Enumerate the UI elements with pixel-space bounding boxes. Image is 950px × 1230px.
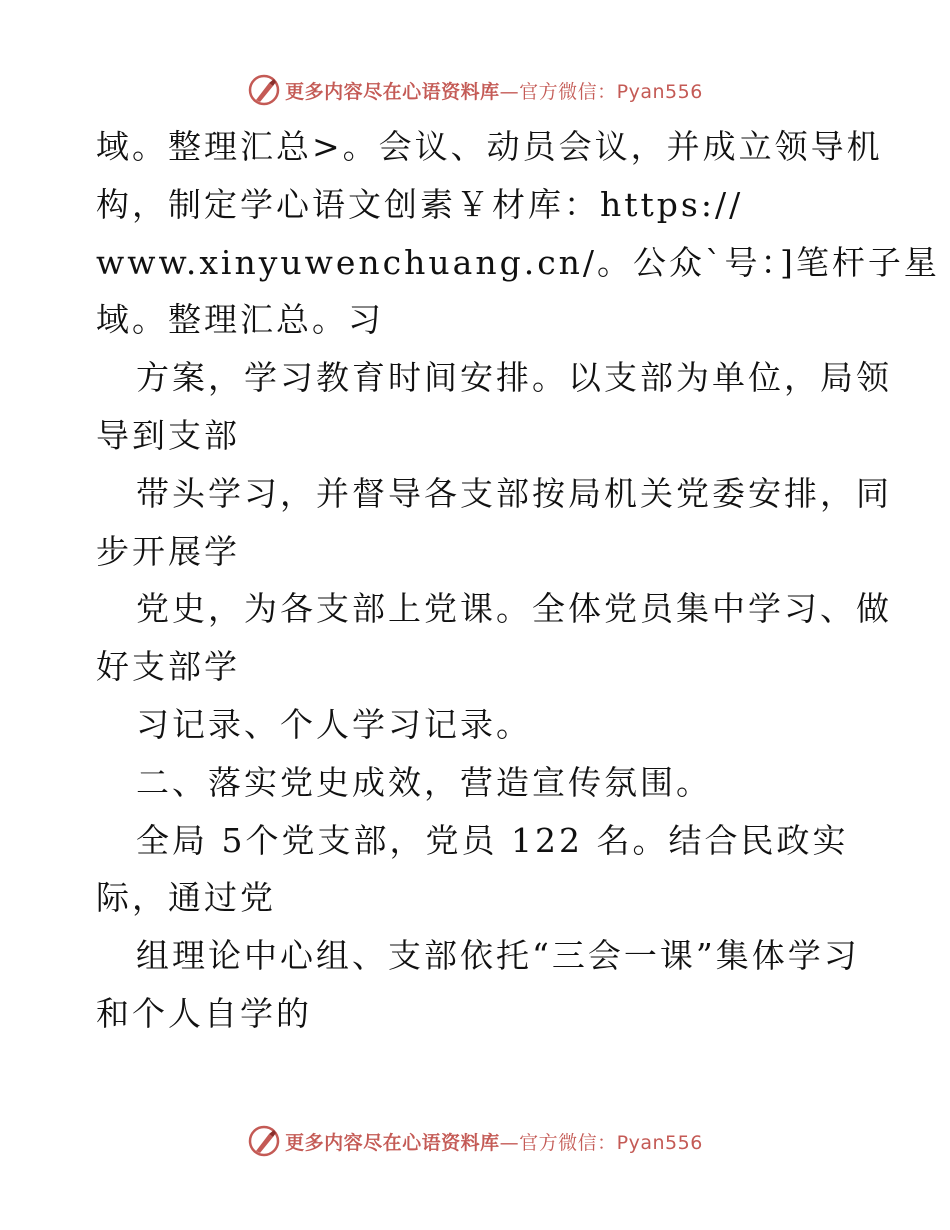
- banner-text: [285, 77, 703, 104]
- text-line: 际，通过党: [96, 878, 276, 918]
- text-line: 步开展学: [96, 531, 240, 571]
- document-body: [96, 118, 940, 1043]
- text-line: 域。整理汇总>。会议、动员会议，并成立领导机: [96, 127, 883, 166]
- text-line: 全局 5个党支部，党员 122 名。结合民政实: [136, 820, 849, 860]
- text-line: 带头学习，并督导各支部按局机关党委安排，同: [136, 473, 892, 513]
- section-heading: 二、落实党史成效，营造宣传氛围。: [136, 762, 712, 802]
- text-line: 好支部学: [96, 647, 240, 687]
- text-line: 导到支部: [96, 415, 240, 455]
- text-line: 和个人自学的: [96, 993, 312, 1033]
- banner-wechat-text: 官方微信：Pyan556: [519, 1131, 703, 1154]
- text-line: 方案，学习教育时间安排。以支部为单位，局领: [136, 358, 892, 398]
- header-banner: [0, 70, 950, 110]
- banner-dash: —: [499, 80, 520, 103]
- quill-pen-logo-icon: [247, 1124, 281, 1158]
- banner-main-text: 更多内容尽在心语资料库: [285, 1131, 500, 1154]
- text-line: 域。整理汇总。习: [96, 300, 384, 340]
- text-line: www.xinyuwenchuang.cn/。公众`号：]笔杆子星: [96, 242, 940, 282]
- text-line: 组理论中心组、支部依托“三会一课”集体学习: [136, 936, 860, 976]
- banner-main-text: 更多内容尽在心语资料库: [285, 80, 500, 103]
- text-line: 习记录、个人学习记录。: [136, 704, 532, 744]
- banner-dash: —: [499, 1131, 520, 1154]
- text-line: 党史，为各支部上党课。全体党员集中学习、做: [136, 589, 892, 629]
- footer-banner: [0, 1121, 950, 1161]
- quill-pen-logo-icon: [247, 73, 281, 107]
- banner-text: [285, 1128, 703, 1155]
- banner-wechat-text: 官方微信：Pyan556: [519, 80, 703, 103]
- text-line: 构，制定学心语文创素￥材库：https://: [96, 184, 744, 224]
